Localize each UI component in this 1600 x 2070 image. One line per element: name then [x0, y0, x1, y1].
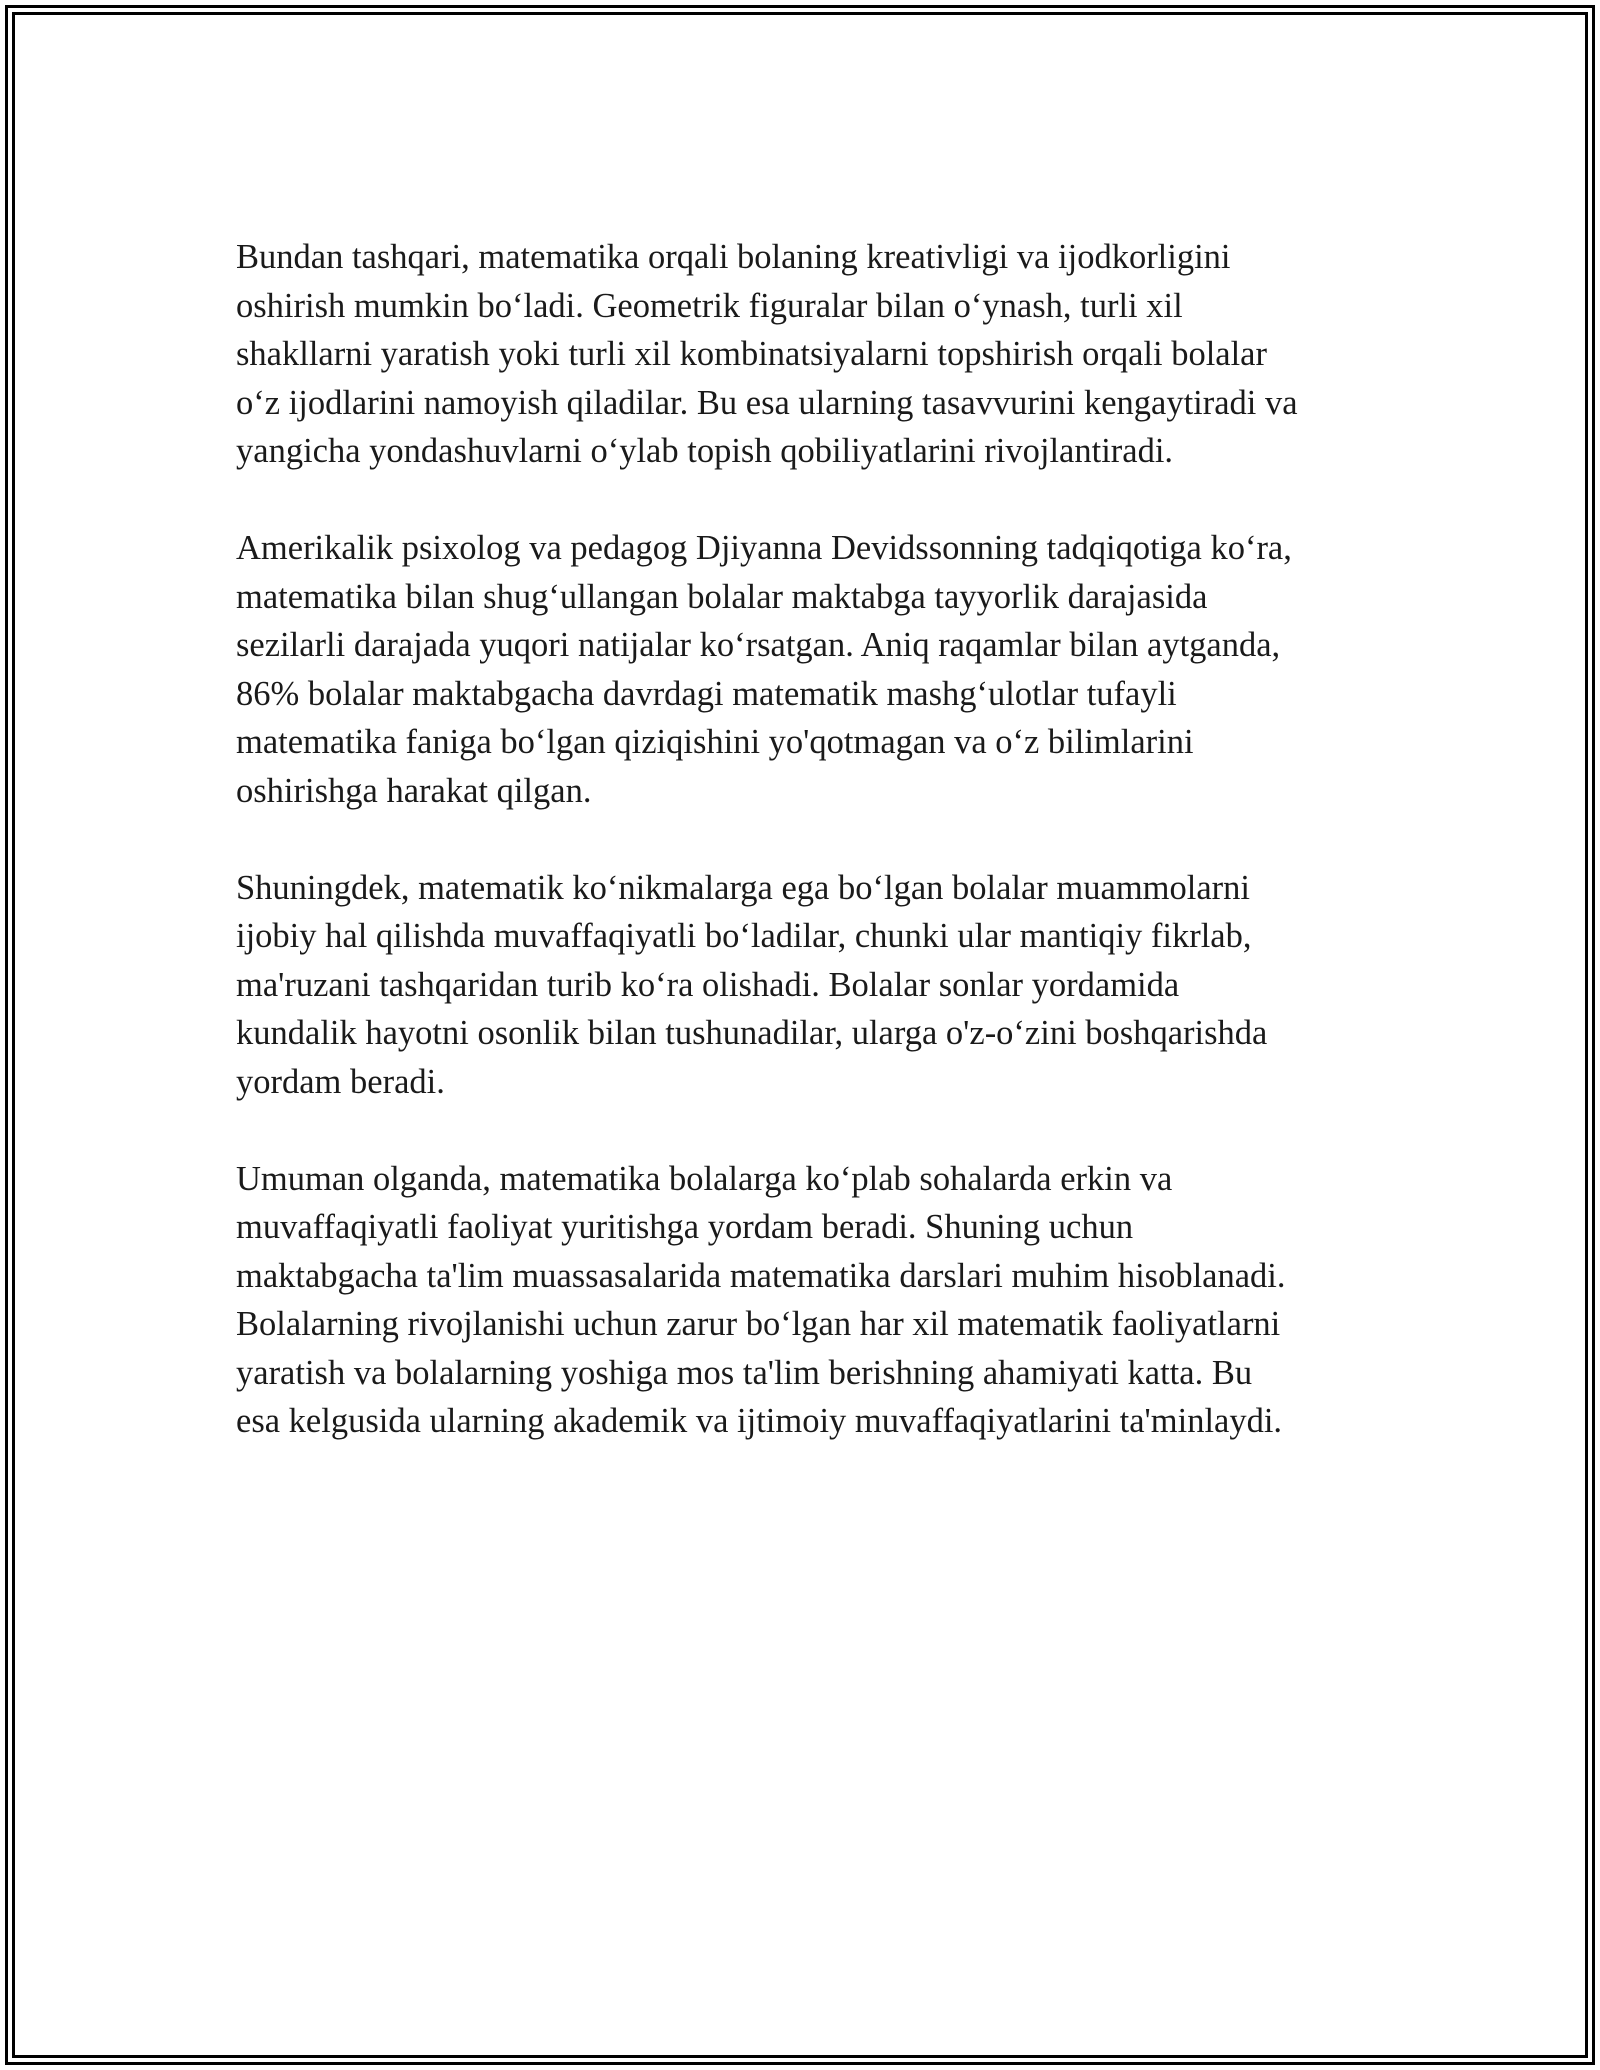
paragraph-1	[236, 233, 1396, 476]
text-line: shakllarni yaratish yoki turli xil kombinatsiyalarni topshirish orqali bolalar	[236, 335, 1267, 373]
text-line: oshirish mumkin bo‘ladi. Geometrik figuralar bilan o‘ynash, turli xil	[236, 286, 1183, 325]
text-line: ma'ruzani tashqaridan turib ko‘ra olishadi. Bolalar sonlar yordamida	[236, 965, 1180, 1004]
text-line: kundalik hayotni osonlik bilan tushunadilar, ularga o'z-o‘zini boshqarishda	[236, 1014, 1268, 1052]
text-line: 86% bolalar maktabgacha davrdagi matematik mashg‘ulotlar tufayli	[236, 674, 1177, 713]
text-line: o‘z ijodlarini namoyish qiladilar. Bu esa ularning tasavvurini kengaytiradi va	[236, 383, 1298, 422]
text-line: maktabgacha ta'lim muassasalarida matematika darslari muhim hisoblanadi.	[236, 1256, 1286, 1295]
text-line: Amerikalik psixolog va pedagog Djiyanna Devidssonning tadqiqotiga ko‘ra,	[236, 529, 1292, 567]
text-line: Bolalarning rivojlanishi uchun zarur bo‘lgan har xil matematik faoliyatlarni	[236, 1305, 1281, 1343]
text-line: matematika bilan shug‘ullangan bolalar maktabga tayyorlik darajasida	[236, 577, 1208, 616]
paragraph-3	[236, 864, 1396, 1107]
text-line: yangicha yondashuvlarni o‘ylab topish qobiliyatlarini rivojlantiradi.	[236, 432, 1174, 470]
paragraph-4	[236, 1155, 1396, 1446]
text-line: yaratish va bolalarning yoshiga mos ta'lim berishning ahamiyati katta. Bu	[236, 1353, 1253, 1392]
text-line: Shuningdek, matematik ko‘nikmalarga ega bo‘lgan bolalar muammolarni	[236, 868, 1250, 907]
text-line: Umuman olganda, matematika bolalarga ko‘plab sohalarda erkin va	[236, 1159, 1173, 1198]
text-line: sezilarli darajada yuqori natijalar ko‘rsatgan. Aniq raqamlar bilan aytganda,	[236, 626, 1281, 664]
paragraph-2	[236, 524, 1396, 815]
text-line: muvaffaqiyatli faoliyat yuritishga yordam beradi. Shuning uchun	[236, 1208, 1134, 1246]
text-line: matematika faniga bo‘lgan qiziqishini yo'qotmagan va o‘z bilimlarini	[236, 723, 1194, 761]
text-line: yordam beradi.	[236, 1062, 445, 1101]
text-line: esa kelgusida ularning akademik va ijtimoiy muvaffaqiyatlarini ta'minlaydi.	[236, 1402, 1283, 1440]
text-line: ijobiy hal qilishda muvaffaqiyatli bo‘ladilar, chunki ular mantiqiy fikrlab,	[236, 917, 1252, 955]
document-body	[236, 233, 1396, 1494]
text-line: Bundan tashqari, matematika orqali bolaning kreativligi va ijodkorligini	[236, 238, 1231, 276]
text-line: oshirishga harakat qilgan.	[236, 771, 592, 810]
